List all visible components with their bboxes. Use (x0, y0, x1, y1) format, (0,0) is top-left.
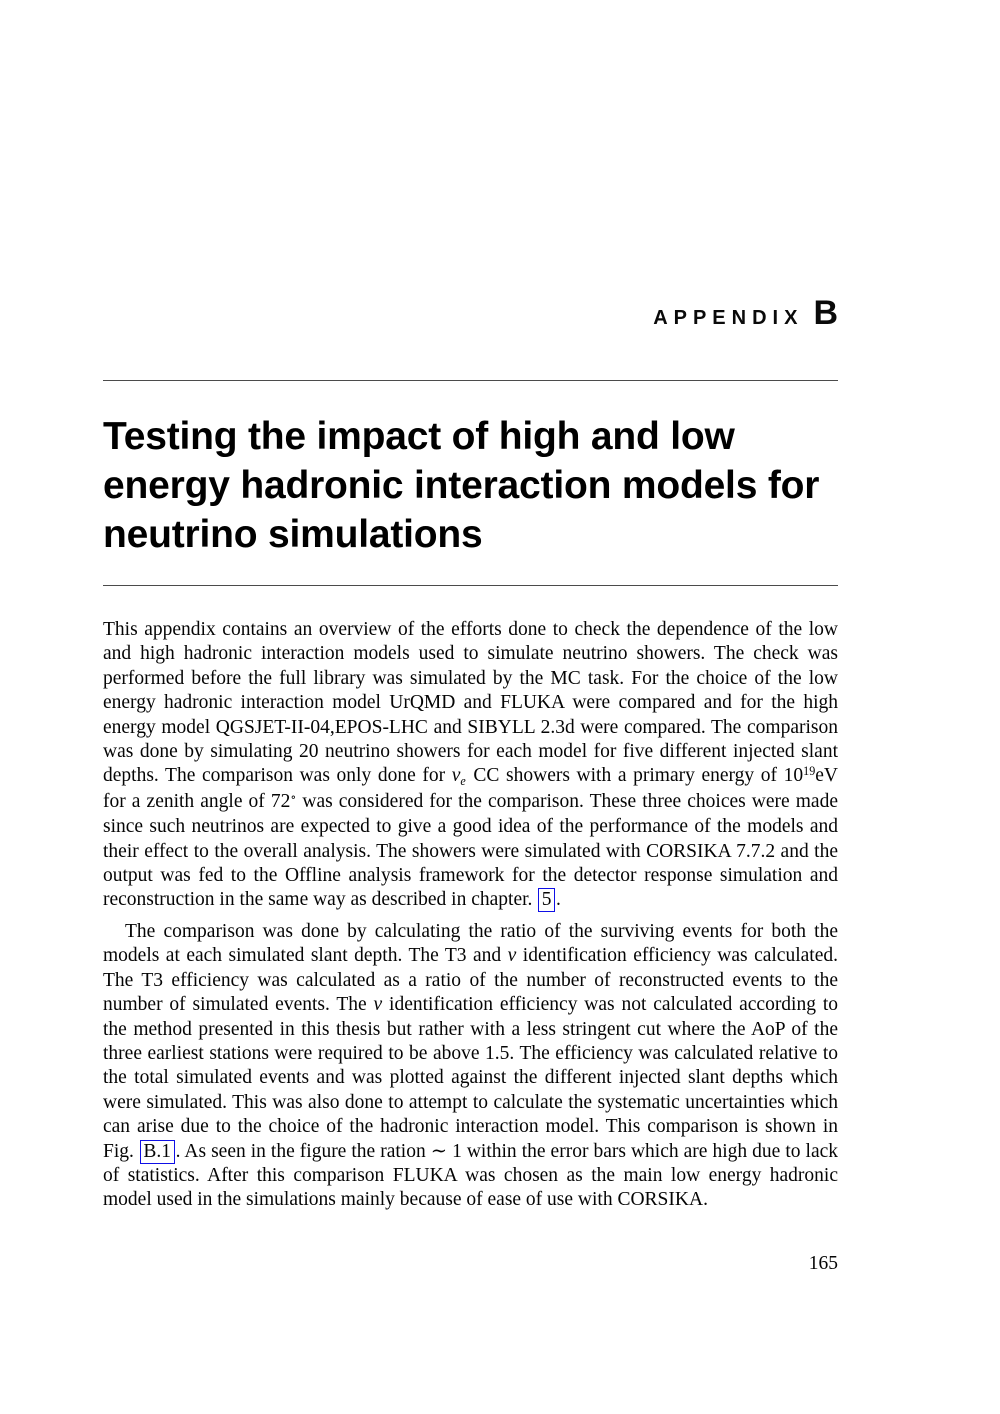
appendix-label: APPENDIX (653, 307, 804, 329)
chapter-5-link[interactable]: 5 (538, 888, 555, 912)
appendix-heading (103, 0, 838, 340)
title-rule (103, 585, 838, 586)
paragraph-2: The comparison was done by calculating the ratio of the surviving events for both the models at each simulated slant depth. The T3 and ν identification efficiency was calculated. The T3 efficiency was calculated as a ratio of the number of reconstructed events to the number of simulated events. The ν identification efficiency was not calculated according to the method presented in this thesis but rather with a less stringent cut where the AoP of the three earliest stations were required to be above 1.5. The efficiency was calculated relative to the total simulated events and was plotted against the different injected slant depths which were simulated. This was also done to attempt to calculate the systematic uncertainties which can arise due to the choice of the hadronic interaction model. This comparison is shown in Fig. B.1 . As seen in the figure the ration ∼ 1 within the error bars which are high due to lack of statistics. After this comparison FLUKA was chosen as the main low energy hadronic model used in the simulations mainly because of ease of use with CORSIKA. (103, 920, 839, 1211)
paragraph-1: This appendix contains an overview of the efforts done to check the dependence of the low and high hadronic interaction models used to simulate neutrino showers. The check was performed before the full library was simulated by the MC task. For the choice of the low energy hadronic interaction model UrQMD and FLUKA were compared and for the high energy model QGSJET-II-04,EPOS-LHC and SIBYLL 2.3d were compared. The comparison was done by simulating 20 neutrino showers for each model for five different injected slant depths. The comparison was only done for νe CC showers with a primary energy of $10^{19}eV$ for a zenith angle of 72∘ was considered for the comparison. These three choices were made since such neutrinos are expected to give a good idea of the performance of the models and their effect to the overall analysis. The showers were simulated with CORSIKA 7.7.2 and the output was fed to the Offline analysis framework for the detector response simulation and reconstruction in the same way as described in chapter. 5 . (103, 619, 838, 911)
top-rule (103, 380, 838, 381)
text-column (103, 0, 838, 1213)
appendix-letter: B (813, 294, 838, 332)
body-text (103, 618, 838, 1213)
chapter-title: Testing the impact of high and low energy hadronic interaction models for neutrino simulations (103, 415, 820, 556)
figure-b1-link[interactable]: B.1 (140, 1140, 175, 1164)
page-number: 165 (808, 1253, 838, 1274)
